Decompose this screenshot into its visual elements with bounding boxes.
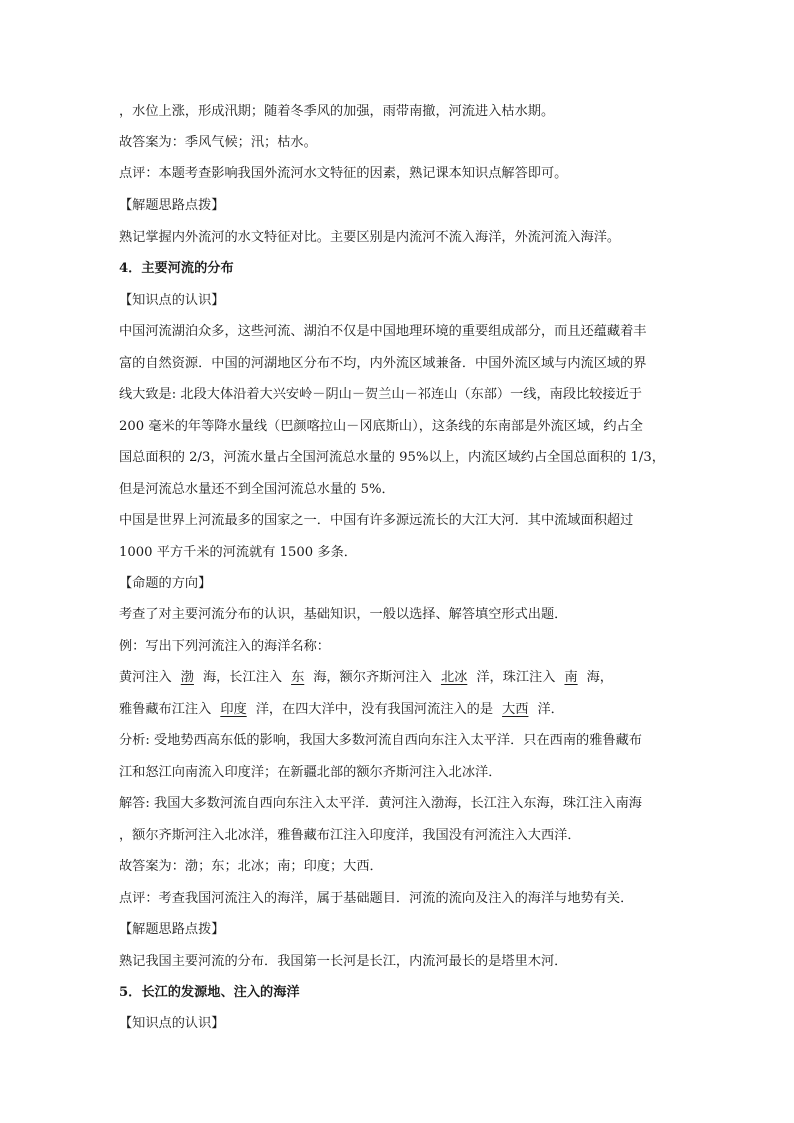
answer-blank: 北冰 (440, 670, 468, 685)
paragraph-line: 中国河流湖泊众多，这些河流、湖泊不仅是中国地理环境的重要组成部分，而且还蕴藏着丰 (119, 324, 647, 339)
answer-blank: 东 (291, 670, 305, 685)
paragraph-line: 熟记掌握内外流河的水文特征对比。主要区别是内流河不流入海洋，外流河流入海洋。 (119, 230, 621, 245)
answer-blank: 南 (564, 670, 578, 685)
tips-heading: 【解题思路点拨】 (119, 198, 225, 213)
solution-line: 解答: 我国大多数河流自西向东注入太平洋．黄河注入渤海，长江注入东海，珠江注入南海 (119, 796, 642, 811)
direction-heading: 【命题的方向】 (119, 576, 212, 591)
answer-blank: 渤 (180, 670, 194, 685)
paragraph-line: 熟记我国主要河流的分布．我国第一长河是长江，内流河最长的是塔里木河． (119, 954, 568, 969)
analysis-line: 分析: 受地势西高东低的影响，我国大多数河流自西向东注入太平洋．只在西南的雅鲁藏布 (119, 733, 642, 748)
paragraph-line: 200 毫米的年等降水量线（巴颜喀拉山－冈底斯山），这条线的东南部是外流区域，约占全 (119, 419, 643, 434)
answer-blank: 印度 (220, 702, 247, 717)
comment-line: 点评：考查我国河流注入的海洋，属于基础题目．河流的流向及注入的海洋与地势有关． (119, 891, 634, 906)
paragraph-line: 线大致是: 北段大体沿着大兴安岭－阴山－贺兰山－祁连山（东部）一线，南段比较接近于 (119, 387, 642, 402)
answer-blank: 大西 (502, 702, 529, 717)
answer-line: 故答案为：季风气候；汛；枯水。 (119, 135, 317, 150)
solution-line: ，额尔齐斯河注入北冰洋，雅鲁藏布江注入印度洋，我国没有河流注入大西洋． (119, 828, 581, 843)
section-title: 5．长江的发源地、注入的海洋 (119, 985, 300, 1000)
paragraph-line: 国总面积的 2/3，河流水量占全国河流总水量的 95%以上，内流区域约占全国总面积的 1/3， (119, 450, 665, 465)
paragraph-line: 但是河流总水量还不到全国河流总水量的 5%． (119, 482, 395, 497)
paragraph-line: 考查了对主要河流分布的认识，基础知识，一般以选择、解答填空形式出题． (119, 607, 568, 622)
comment-line: 点评：本题考查影响我国外流河水文特征的因素，熟记课本知识点解答即可。 (119, 166, 568, 181)
paragraph-line: 中国是世界上河流最多的国家之一．中国有许多源远流长的大江大河．其中流域面积超过 (119, 513, 634, 528)
paragraph-line: ，水位上涨，形成汛期；随着冬季风的加强，雨带南撤，河流进入枯水期。 (119, 104, 555, 119)
example-line-2: 雅鲁藏布江注入 印度 洋，在四大洋中，没有我国河流注入的是 大西 洋． (119, 700, 689, 720)
analysis-line: 江和怒江向南流入印度洋；在新疆北部的额尔齐斯河注入北冰洋． (119, 765, 502, 780)
example-line-1: 黄河注入 渤 海，长江注入 东 海，额尔齐斯河注入 北冰 洋，珠江注入 南 海， (119, 668, 689, 688)
paragraph-line: 富的自然资源．中国的河湖地区分布不均，内外流区域兼备．中国外流区域与内流区域的界 (119, 356, 647, 371)
section-title: 4．主要河流的分布 (119, 261, 234, 276)
answer-line: 故答案为：渤；东；北冰；南；印度；大西． (119, 859, 383, 874)
knowledge-heading: 【知识点的认识】 (119, 1016, 225, 1031)
paragraph-line: 1000 平方千米的河流就有 1500 多条． (119, 545, 357, 560)
example-prompt: 例：写出下列河流注入的海洋名称： (119, 639, 330, 654)
tips-heading: 【解题思路点拨】 (119, 922, 225, 937)
knowledge-heading: 【知识点的认识】 (119, 293, 225, 308)
